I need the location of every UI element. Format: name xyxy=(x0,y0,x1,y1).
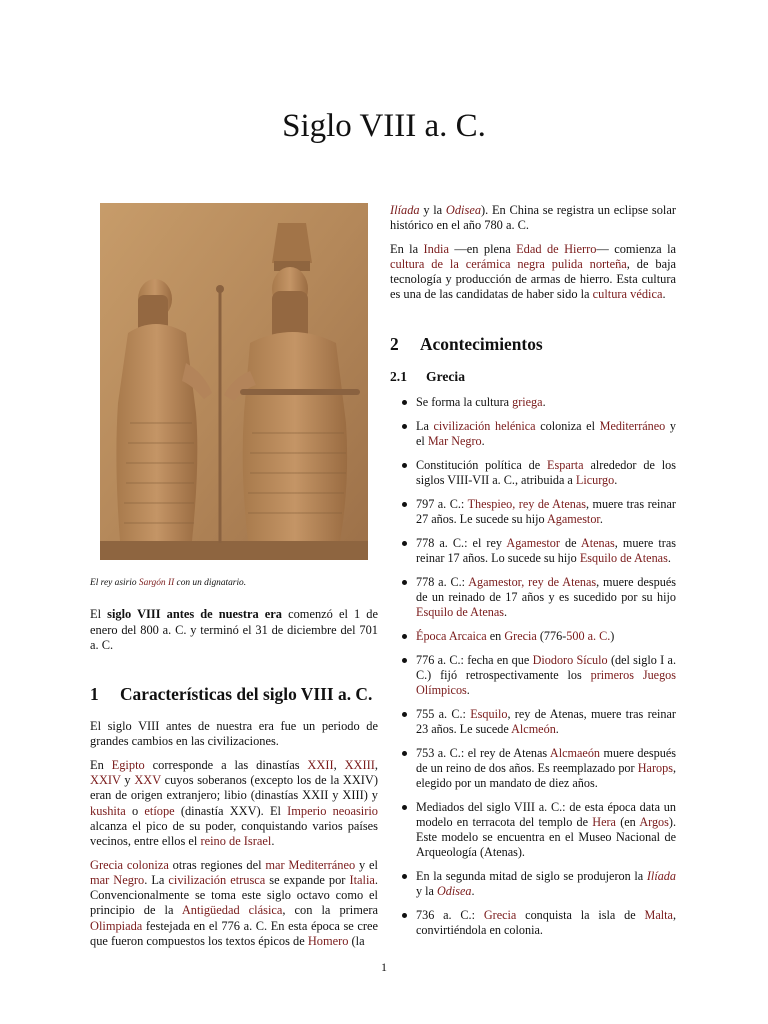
link-edad-hierro[interactable]: Edad de Hierro xyxy=(516,241,597,256)
link-india[interactable]: India xyxy=(423,241,449,256)
list-item: Época Arcaica en Grecia (776-500 a. C.) xyxy=(390,629,676,644)
list-item: 736 a. C.: Grecia conquista la isla de Malta, convirtiéndola en colonia. xyxy=(390,908,676,938)
link-grecia-2[interactable]: Grecia xyxy=(504,628,537,643)
link-grecia-3[interactable]: Grecia xyxy=(483,907,517,922)
left-column xyxy=(90,203,378,957)
section-1-heading: 1 Características del siglo VIII a. C. xyxy=(90,684,373,705)
link-iliada[interactable]: Ilíada xyxy=(390,203,420,217)
assyrian-relief-image xyxy=(100,203,368,560)
link-coloniza[interactable]: coloniza xyxy=(126,857,169,872)
link-esquilo[interactable]: Esquilo xyxy=(470,706,508,721)
link-etiope[interactable]: etíope xyxy=(144,803,175,818)
section-2-1-heading: 2.1 Grecia xyxy=(390,368,466,384)
section-1-paragraph-2: En Egipto corresponde a las dinastías XXII, XXIII, XXIV y XXV cuyos soberanos (excepto los de la XXIV) eran de origen extranjero; libio (dinastías XXII y XIII) y kushita o etíope (dinastía XXV). El Imperio neoasirio alcanza el pico de su poder, conquistando varios países vecinos, entre ellos el reino de Israel. xyxy=(90,757,379,849)
link-agamestor[interactable]: Agamestor xyxy=(547,511,600,526)
link-olimpiada[interactable]: Olimpiada xyxy=(90,918,143,933)
link-homero[interactable]: Homero xyxy=(307,934,349,949)
link-juegos-olimpicos[interactable]: primeros Juegos Olímpicos xyxy=(416,667,677,697)
section-1-paragraph-1: El siglo VIII antes de nuestra era fue un periodo de grandes cambios en las civilizaciones. xyxy=(90,719,378,749)
link-egipto[interactable]: Egipto xyxy=(111,757,145,772)
list-item: 755 a. C.: Esquilo, rey de Atenas, muere tras reinar 23 años. Le sucede Alcmeón. xyxy=(390,707,676,737)
link-agamestor-2[interactable]: Agamestor xyxy=(506,535,560,550)
link-cultura-vedica[interactable]: cultura védica xyxy=(592,287,663,302)
link-odisea[interactable]: Odisea xyxy=(445,203,482,217)
list-item: Se forma la cultura griega. xyxy=(390,395,676,410)
section-1-paragraph-3: Grecia coloniza otras regiones del mar Mediterráneo y el mar Negro. La civilización etrusca se expande por Italia. Convencionalmente se toma este siglo octavo como el principio de la Antigüedad clásica, con la primera Olimpiada festejada en el 776 a. C. En esta época se cree que fueron compuestos los textos épicos de Homero (la xyxy=(90,857,378,949)
sargon-link[interactable]: Sargón II xyxy=(138,578,175,588)
link-ceramica-negra[interactable]: cultura de la cerámica negra pulida norteña xyxy=(390,256,627,271)
figure-caption: El rey asirio Sargón II con un dignatario. xyxy=(90,578,247,588)
link-mediterraneo[interactable]: Mediterráneo xyxy=(599,418,666,433)
link-grecia[interactable]: Grecia xyxy=(90,857,124,872)
list-item: 753 a. C.: el rey de Atenas Alcmaeón muere después de un reino de dos años. Es reemplazado por Harops, elegido por un mandato de diez años. xyxy=(390,746,676,791)
link-atenas[interactable]: Atenas xyxy=(580,535,615,550)
link-agamestor-rey[interactable]: Agamestor, rey de Atenas xyxy=(468,574,597,589)
link-mar-negro-2[interactable]: Mar Negro xyxy=(427,433,482,448)
link-xxv[interactable]: XXV xyxy=(134,773,161,788)
page-title: Siglo VIII a. C. xyxy=(282,108,486,144)
page-number: 1 xyxy=(381,960,387,974)
link-reino-israel[interactable]: reino de Israel xyxy=(200,834,272,849)
link-alcmaeon[interactable]: Alcmaeón xyxy=(549,745,601,760)
list-item: 776 a. C.: fecha en que Diodoro Sículo (del siglo I a. C.) fijó retrospectivamente los primeros Juegos Olímpicos. xyxy=(390,653,676,698)
link-esquilo-atenas[interactable]: Esquilo de Atenas xyxy=(579,550,668,565)
list-item: La civilización helénica coloniza el Mediterráneo y el Mar Negro. xyxy=(390,419,676,449)
link-griega[interactable]: griega xyxy=(512,394,543,409)
section-2-heading: 2 Acontecimientos xyxy=(390,333,543,354)
link-civilizacion-etrusca[interactable]: civilización etrusca xyxy=(168,872,266,887)
link-argos[interactable]: Argos xyxy=(639,814,669,829)
link-civilizacion-helenica[interactable]: civilización helénica xyxy=(433,418,536,433)
list-item: 778 a. C.: el rey Agamestor de Atenas, muere tras reinar 17 años. Lo sucede su hijo Esquilo de Atenas. xyxy=(390,536,676,566)
right-column xyxy=(390,203,676,947)
link-licurgo[interactable]: Licurgo xyxy=(575,472,615,487)
link-thespieo[interactable]: Thespieo, rey de Atenas xyxy=(467,496,586,511)
list-item: En la segunda mitad de siglo se produjeron la Ilíada y la Odisea. xyxy=(390,869,676,899)
link-kushita[interactable]: kushita xyxy=(90,803,126,818)
link-imperio-neoasirio[interactable]: Imperio neoasirio xyxy=(287,803,379,818)
link-alcmeon[interactable]: Alcmeón xyxy=(511,721,556,736)
link-xxii[interactable]: XXII xyxy=(307,757,334,772)
link-xxiii[interactable]: XXIII xyxy=(344,757,375,772)
link-epoca-arcaica[interactable]: Época Arcaica xyxy=(416,628,487,643)
link-hera[interactable]: Hera xyxy=(592,814,616,829)
events-list xyxy=(390,395,676,938)
link-antiguedad-clasica[interactable]: Antigüedad clásica xyxy=(181,903,283,918)
list-item: 778 a. C.: Agamestor, rey de Atenas, muere después de un reinado de 17 años y es sucedido por su hijo Esquilo de Atenas. xyxy=(390,575,676,620)
link-diodoro-siculo[interactable]: Diodoro Sículo xyxy=(532,652,608,667)
link-500-ac[interactable]: 500 a. C. xyxy=(566,628,611,643)
section-1-paragraph-4: Ilíada y la Odisea). En China se registra un eclipse solar histórico en el año 780 a. C. xyxy=(390,203,676,233)
list-item: 797 a. C.: Thespieo, rey de Atenas, muere tras reinar 27 años. Le sucede su hijo Agamestor. xyxy=(390,497,676,527)
list-item: Constitución política de Esparta alrededor de los siglos VIII-VII a. C., atribuida a Licurgo. xyxy=(390,458,676,488)
link-iliada-2[interactable]: Ilíada xyxy=(646,868,676,883)
link-xxiv[interactable]: XXIV xyxy=(90,773,121,788)
link-odisea-2[interactable]: Odisea xyxy=(436,883,472,898)
intro-paragraph: El siglo VIII antes de nuestra era comenzó el 1 de enero del 800 a. C. y terminó el 31 de diciembre del 701 a. C. xyxy=(90,607,378,652)
link-harops[interactable]: Harops xyxy=(637,760,673,775)
link-esparta[interactable]: Esparta xyxy=(547,457,584,472)
link-malta[interactable]: Malta xyxy=(644,907,673,922)
relief-illustration xyxy=(100,203,368,560)
link-italia[interactable]: Italia xyxy=(349,872,375,887)
link-esquilo-atenas-2[interactable]: Esquilo de Atenas xyxy=(416,604,505,619)
link-mar-negro[interactable]: mar Negro xyxy=(90,872,145,887)
list-item: Mediados del siglo VIII a. C.: de esta época data un modelo en terracota del templo de Hera (en Argos). Este modelo se encuentra en el Museo Nacional de Arqueología (Atenas). xyxy=(390,800,676,860)
section-1-paragraph-5: En la India —en plena Edad de Hierro— comienza la cultura de la cerámica negra pulida norteña, de baja tecnología y producción de armas de hierro. Esta cultura es una de las candidatas de haber sido la cultura védica. xyxy=(390,241,677,302)
link-mar-mediterraneo[interactable]: mar Mediterráneo xyxy=(265,857,356,872)
